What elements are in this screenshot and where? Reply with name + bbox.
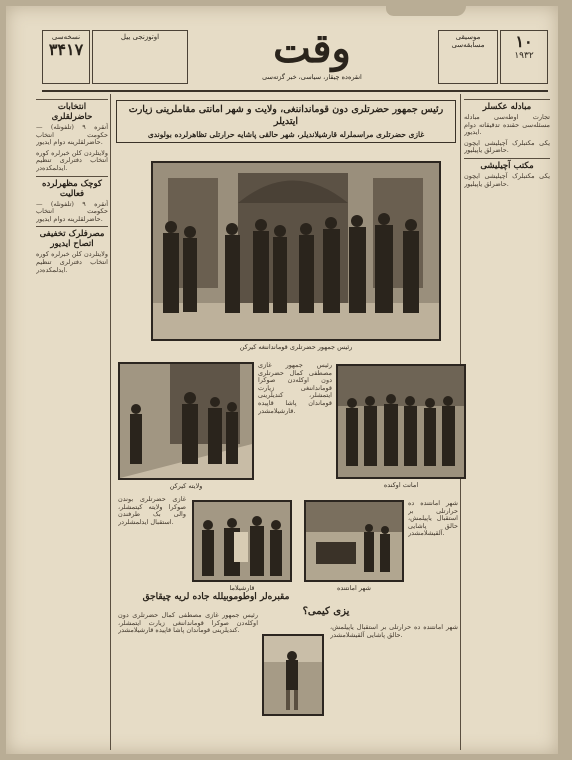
right-box-text: موسیقی مسابقه‌سی — [451, 33, 485, 49]
right-paragraph: تجارت اوطه‌سی مبادله مسئله‌سی حقنده تدقیقاته دوام ایدیور. — [464, 113, 550, 137]
center-article: رئیس جمهور غازی مصطفی کمال حضرتلری دون اوکله‌دن صوکرا قومانداننغی زیارت ایتمشلر، کندیلرینی قوماندان پاشا قاپیده قارشیلامشدر. — [258, 362, 332, 415]
headline-subtext: غازی حضرتلری مراسملرله قارشیلاندیلر، شهر حالقی پاشایه حرارتلی تظاهرلرده بولوندی — [147, 130, 425, 139]
left-paragraph: آنقره ۹ (تلفونله) — حکومت انتخاب حاضرلقلرینه دوام ایدیور. — [36, 123, 108, 147]
left-heading-1: انتخابات حاضرلقلری — [36, 99, 108, 122]
left-photo-image — [120, 364, 252, 478]
subscription-box — [92, 30, 188, 84]
left-box-text: اوتوزنجی ییل — [120, 33, 160, 41]
left-paragraph: آنقره ۹ (تلفونله) — حکومت انتخاب حاضرلقلرینه دوام ایدیور. — [36, 199, 108, 223]
headline-text: رئیس جمهور حضرتلری دون قومانداننغی، ولایت و شهر امانتی مقاملرینی زیارت ایتدیلر — [128, 104, 444, 127]
left-photo — [118, 362, 254, 480]
section-headline-2: یزی کیمی؟ — [302, 606, 350, 617]
right-paragraph: یکی مکتبلرک آچیلیشی ایچون حاضرلق یاپیلیور. — [464, 138, 550, 155]
left-paragraph: ولایتلردن کلن خبرلره کوره انتخاب دفترلری تنظیم ایدلمکده‌در. — [36, 250, 108, 274]
side-article: غازی حضرتلری بوندن صوکرا ولایته کیتمشلر، والی بک طرفندن استقبال ایدلمشلردر. — [118, 496, 186, 526]
right-photo-image — [338, 366, 464, 477]
small-photo-left-caption: قارشیلاما — [229, 584, 255, 592]
main-photo — [151, 161, 441, 341]
bottom-article-left: رئیس جمهور غازی مصطفی کمال حضرتلری دون اوکله‌دن صوکرا قومانداننغی زیارت ایتمشلر، کندیلرینی قوماندان پاشا قاپیده قارشیلامشدر. — [118, 612, 258, 635]
right-paragraph: یکی مکتبلرک آچیلیشی ایچون حاضرلق یاپیلیور. — [464, 171, 550, 188]
torn-edge — [386, 6, 466, 16]
right-side-article: شهر امانتنده ده حرارتلی بر استقبال یاپیلمش، حالق پاشایی آلقیشلامشدر. — [408, 500, 458, 538]
date-year: ۱۹۳۲ — [514, 51, 534, 61]
small-photo-left-image — [194, 502, 290, 580]
left-heading-3: مصرفلرک تخفیفی اتصاح ایدیور — [36, 226, 108, 249]
right-heading-1: مبادله عکسلر — [464, 99, 550, 112]
small-photo-right-image — [306, 502, 402, 580]
main-photo-image — [153, 163, 439, 339]
issue-number: ۳۴۱۷ — [48, 40, 84, 59]
issue-box — [42, 30, 90, 84]
column-rule — [110, 94, 111, 750]
bottom-photo-image — [264, 636, 322, 714]
right-photo-caption: امانت اوکنده — [383, 481, 419, 489]
left-photo-caption: ولایته کیرکن — [169, 482, 203, 490]
newspaper-title: وقت — [273, 25, 351, 72]
right-photo — [336, 364, 466, 479]
newspaper-page — [6, 6, 558, 754]
right-heading-2: مکتب آچیلیشی — [464, 158, 550, 171]
newspaper-subtitle: انقره‌ده چیقار، سیاسی، خبر گزته‌سی — [262, 73, 362, 81]
issue-label: نسخه‌سی — [51, 33, 81, 41]
small-photo-left — [192, 500, 292, 582]
date-day: ۱۰ — [515, 32, 533, 51]
bottom-photo — [262, 634, 324, 716]
masthead — [42, 26, 548, 92]
date-box — [500, 30, 548, 84]
main-photo-caption: رئیس جمهور حضرتلری قومانداننغه کیرکن — [239, 343, 353, 351]
main-headline — [116, 100, 456, 143]
section-headline: مقبره‌لر اوطوموبیلله جاده لریه چیقاجق — [142, 592, 290, 602]
left-column — [36, 96, 108, 746]
right-column — [464, 96, 550, 746]
left-heading-2: کوچک مظهرلرده فعالیت — [36, 176, 108, 199]
contest-box — [438, 30, 498, 84]
small-photo-right-caption: شهر امانتنده — [337, 584, 371, 592]
small-photo-right — [304, 500, 404, 582]
bottom-article-right: شهر امانتنده ده حرارتلی بر استقبال یاپیلمش، حالق پاشایی آلقیشلامشدر. — [330, 624, 458, 639]
left-paragraph: ولایتلردن کلن خبرلره کوره انتخاب دفترلری تنظیم ایدلمکده‌در. — [36, 148, 108, 172]
